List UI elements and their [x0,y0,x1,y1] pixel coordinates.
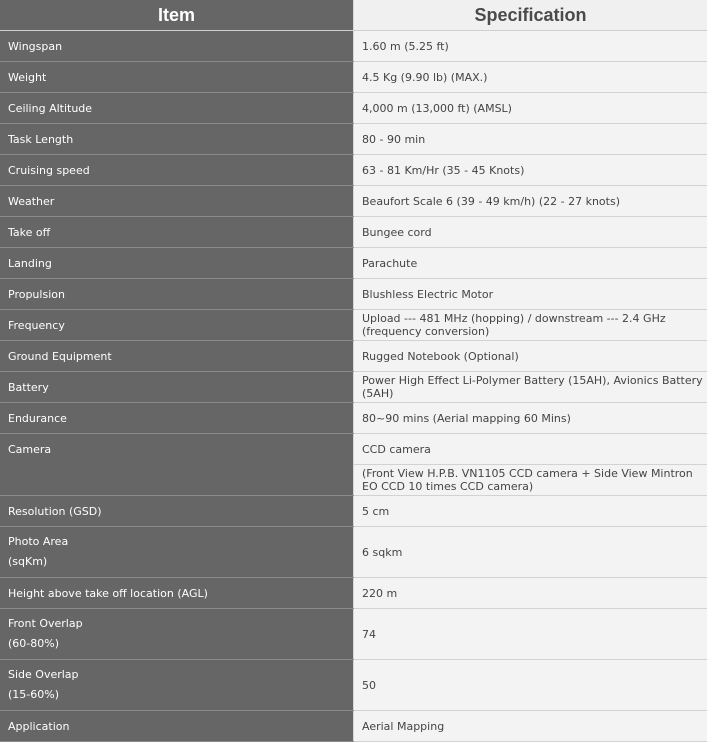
row-value: CCD camera [354,434,708,465]
row-value: 4,000 m (13,000 ft) (AMSL) [354,93,708,124]
row-label [0,660,354,711]
table-row [0,403,707,434]
row-label: Task Length [0,124,354,155]
table-row [0,279,707,310]
row-value: Blushless Electric Motor [354,279,708,310]
row-value: 1.60 m (5.25 ft) [354,31,708,62]
row-value: 5 cm [354,496,708,527]
table-row [0,217,707,248]
row-label: Weather [0,186,354,217]
specification-column-header: Specification [354,0,708,31]
row-label: Cruising speed [0,155,354,186]
row-label: Height above take off location (AGL) [0,578,354,609]
table-row [0,434,707,465]
row-value: 74 [354,609,708,660]
row-label [0,527,354,578]
table-row [0,124,707,155]
table-row [0,372,707,403]
row-label: Ceiling Altitude [0,93,354,124]
table-row [0,186,707,217]
table-row [0,62,707,93]
row-label-line: Side Overlap [8,668,79,681]
row-label: Wingspan [0,31,354,62]
row-label-line: Front Overlap [8,617,83,630]
row-value: Beaufort Scale 6 (39 - 49 km/h) (22 - 27 knots) [354,186,708,217]
row-label-note: (15-60%) [8,688,59,701]
table-row [0,609,707,660]
row-label: Camera [0,434,354,496]
row-value: Aerial Mapping [354,711,708,742]
row-label-note: (60-80%) [8,637,59,650]
row-label-line: Photo Area [8,535,69,548]
row-value: 80 - 90 min [354,124,708,155]
row-label: Take off [0,217,354,248]
table-row [0,341,707,372]
item-column-header: Item [0,0,354,31]
table-row [0,527,707,578]
row-value: Rugged Notebook (Optional) [354,341,708,372]
table-row [0,578,707,609]
table-row [0,660,707,711]
row-label: Application [0,711,354,742]
row-value: 220 m [354,578,708,609]
table-row [0,496,707,527]
row-value: Bungee cord [354,217,708,248]
row-value-detail: (Front View H.P.B. VN1105 CCD camera + Side View Mintron EO CCD 10 times CCD camera) [354,465,708,496]
row-value: Upload --- 481 MHz (hopping) / downstream --- 2.4 GHz (frequency conversion) [354,310,708,341]
row-label: Endurance [0,403,354,434]
table-row [0,310,707,341]
row-label: Ground Equipment [0,341,354,372]
row-value: 63 - 81 Km/Hr (35 - 45 Knots) [354,155,708,186]
table-row [0,711,707,742]
row-label: Resolution (GSD) [0,496,354,527]
row-label [0,609,354,660]
row-label-note: (sqKm) [8,555,48,568]
row-label: Frequency [0,310,354,341]
row-value: 4.5 Kg (9.90 lb) (MAX.) [354,62,708,93]
row-value: 50 [354,660,708,711]
row-value: 6 sqkm [354,527,708,578]
table-row [0,31,707,62]
table-row [0,248,707,279]
table-row [0,93,707,124]
table-header-row [0,0,707,31]
row-value: 80~90 mins (Aerial mapping 60 Mins) [354,403,708,434]
row-label: Propulsion [0,279,354,310]
row-label: Landing [0,248,354,279]
row-label: Weight [0,62,354,93]
table-row [0,155,707,186]
row-value: Parachute [354,248,708,279]
row-label: Battery [0,372,354,403]
row-value: Power High Effect Li-Polymer Battery (15AH), Avionics Battery (5AH) [354,372,708,403]
